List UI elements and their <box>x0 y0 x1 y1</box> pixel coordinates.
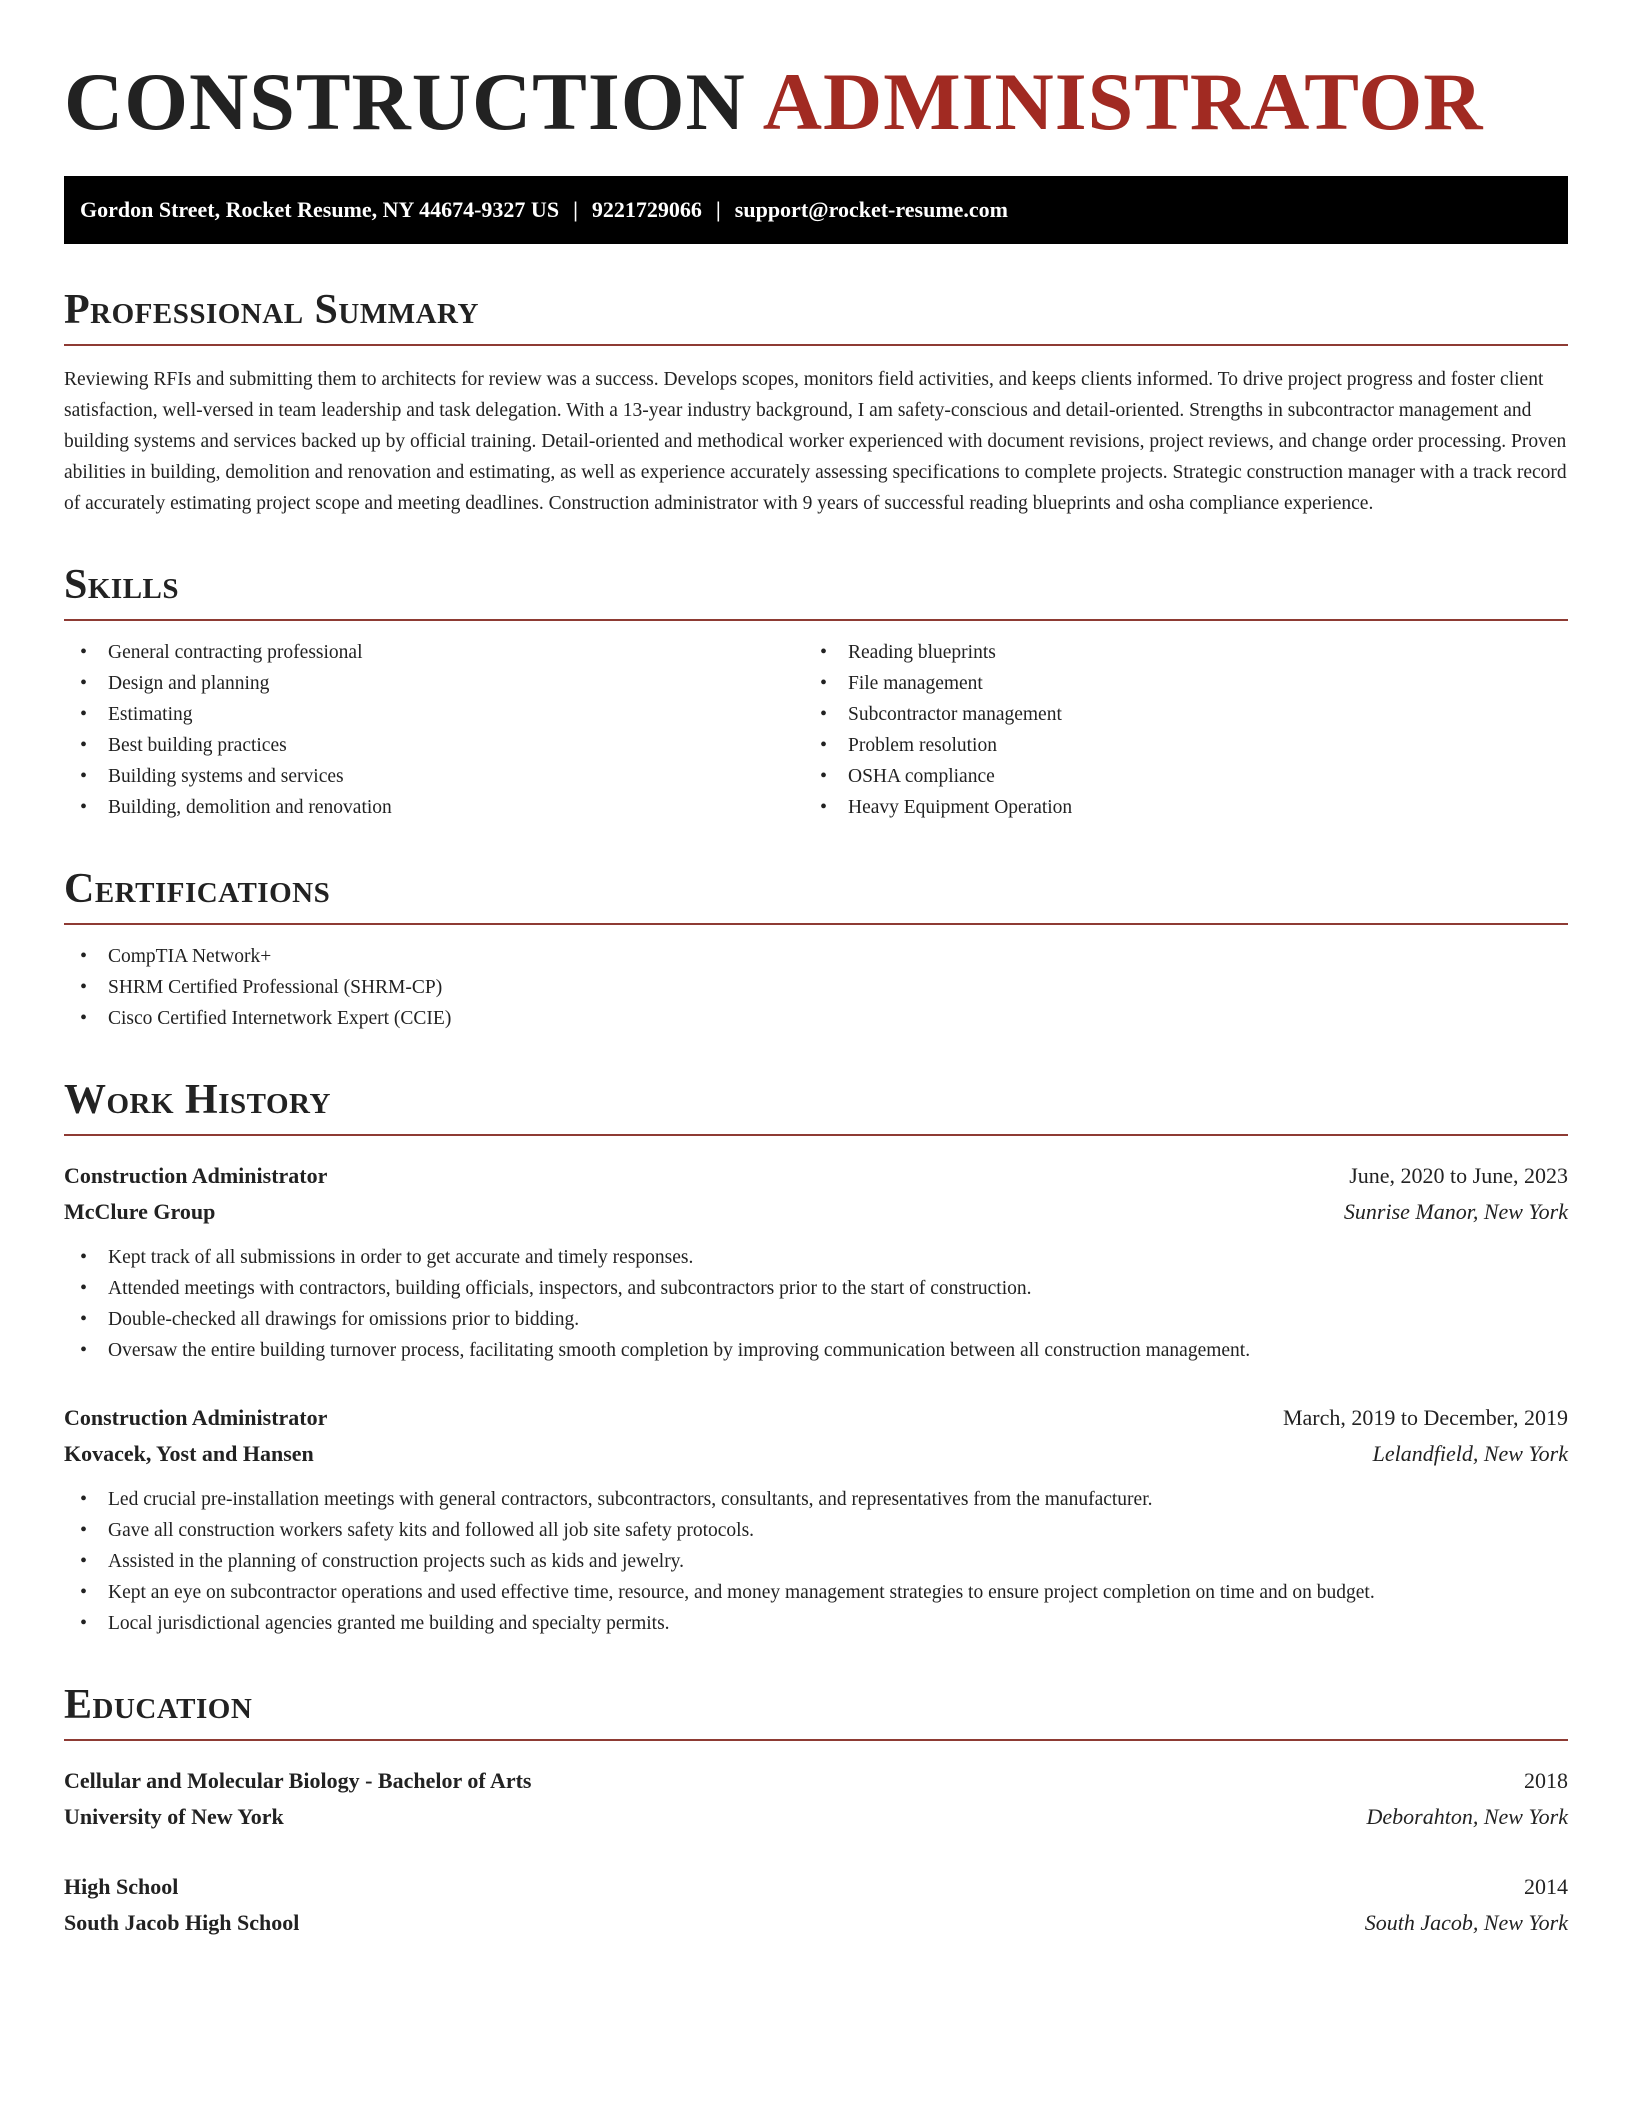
job-bullet: • Assisted in the planning of construction projects such as kids and jewelry. <box>64 1546 1568 1577</box>
contact-separator: | <box>715 197 721 222</box>
section-divider <box>64 1739 1568 1741</box>
skill-item: • Reading blueprints <box>804 637 1544 668</box>
skills-columns <box>64 637 1568 823</box>
contact-address: Gordon Street, Rocket Resume, NY 44674-9327 US <box>80 197 560 222</box>
job-bullet: • Double-checked all drawings for omissions prior to bidding. <box>64 1304 1568 1335</box>
job-company: Kovacek, Yost and Hansen <box>64 1441 314 1466</box>
skills-section <box>64 563 1568 823</box>
job-dates: June, 2020 to June, 2023 <box>1349 1163 1568 1188</box>
skills-heading: Skills <box>64 562 180 608</box>
education-heading: Education <box>64 1682 253 1728</box>
education-school: University of New York <box>64 1804 284 1829</box>
education-school: South Jacob High School <box>64 1910 300 1935</box>
summary-heading: Professional Summary <box>64 287 479 333</box>
skill-item: • File management <box>804 668 1544 699</box>
certification-item: • Cisco Certified Internetwork Expert (CCIE) <box>64 1003 1568 1034</box>
section-divider <box>64 619 1568 621</box>
education-location: South Jacob, New York <box>1364 1910 1568 1935</box>
contact-phone: 9221729066 <box>591 197 702 222</box>
job-location: Sunrise Manor, New York <box>1343 1199 1568 1224</box>
skill-item: • OSHA compliance <box>804 761 1544 792</box>
resume-page <box>64 0 1568 1941</box>
job-bullet: • Kept an eye on subcontractor operations and used effective time, resource, and money management strategies to ensure project completion on time and on budget. <box>64 1577 1568 1608</box>
certifications-heading: Certifications <box>64 866 331 912</box>
education-entry <box>64 1763 1568 1835</box>
job-bullet: • Oversaw the entire building turnover process, facilitating smooth completion by improving communication between all construction management. <box>64 1335 1568 1366</box>
job-bullets <box>64 1242 1568 1366</box>
job-bullets <box>64 1484 1568 1639</box>
skill-item: • Design and planning <box>64 668 804 699</box>
skills-left-list <box>64 637 804 823</box>
certification-item: • CompTIA Network+ <box>64 941 1568 972</box>
skill-item: • Building systems and services <box>64 761 804 792</box>
work-history-heading: Work History <box>64 1077 331 1123</box>
skill-item: • Heavy Equipment Operation <box>804 792 1544 823</box>
job-dates: March, 2019 to December, 2019 <box>1282 1405 1568 1430</box>
job-bullet: • Kept track of all submissions in order to get accurate and timely responses. <box>64 1242 1568 1273</box>
education-year: 2014 <box>1524 1874 1568 1899</box>
education-section <box>64 1683 1568 1941</box>
education-year: 2018 <box>1524 1768 1568 1793</box>
job-bullet: • Gave all construction workers safety kits and followed all job site safety protocols. <box>64 1515 1568 1546</box>
skill-item: • General contracting professional <box>64 637 804 668</box>
skill-item: • Building, demolition and renovation <box>64 792 804 823</box>
certification-item: • SHRM Certified Professional (SHRM-CP) <box>64 972 1568 1003</box>
job-role: Construction Administrator <box>64 1405 328 1430</box>
section-divider <box>64 923 1568 925</box>
contact-bar <box>64 176 1568 244</box>
job-bullet: • Local jurisdictional agencies granted me building and specialty permits. <box>64 1608 1568 1639</box>
education-degree: Cellular and Molecular Biology - Bachelor of Arts <box>64 1768 532 1793</box>
skill-item: • Subcontractor management <box>804 699 1544 730</box>
section-divider <box>64 344 1568 346</box>
job-bullet: • Attended meetings with contractors, building officials, inspectors, and subcontractors prior to the start of construction. <box>64 1273 1568 1304</box>
skills-right-list <box>804 637 1544 823</box>
skill-item: • Best building practices <box>64 730 804 761</box>
summary-text: Reviewing RFIs and submitting them to architects for review was a success. Develops scopes, monitors field activities, and keeps clients informed. To drive project progress and foster client satisfaction, well-versed in team leadership and task delegation. With a 13-year industry background, I am safety-conscious and detail-oriented. Strengths in subcontractor management and building systems and services backed up by official training. Detail-oriented and methodical worker experienced with document revisions, project reviews, and change order processing. Proven abilities in building, demolition and renovation and estimating, as well as experience accurately assessing specifications to complete projects. Strategic construction manager with a track record of accurately estimating project scope and meeting deadlines. Construction administrator with 9 years of successful reading blueprints and osha compliance experience. <box>64 369 1567 514</box>
work-history-section <box>64 1078 1568 1639</box>
certifications-list <box>64 941 1568 1034</box>
job-role: Construction Administrator <box>64 1163 328 1188</box>
skill-item: • Problem resolution <box>804 730 1544 761</box>
resume-title <box>64 58 1568 146</box>
certifications-section <box>64 867 1568 1034</box>
education-entry <box>64 1869 1568 1941</box>
title-first-word: CONSTRUCTION <box>64 56 746 147</box>
section-divider <box>64 1134 1568 1136</box>
summary-section <box>64 288 1568 519</box>
job-company: McClure Group <box>64 1199 216 1224</box>
job-entry <box>64 1400 1568 1639</box>
title-second-word: ADMINISTRATOR <box>762 56 1484 147</box>
job-bullet: • Led crucial pre-installation meetings with general contractors, subcontractors, consultants, and representatives from the manufacturer. <box>64 1484 1568 1515</box>
education-degree: High School <box>64 1874 179 1899</box>
contact-email: support@rocket-resume.com <box>734 197 1008 222</box>
job-location: Lelandfield, New York <box>1372 1441 1568 1466</box>
job-entry <box>64 1158 1568 1366</box>
contact-separator: | <box>573 197 578 222</box>
education-location: Deborahton, New York <box>1366 1804 1568 1829</box>
skill-item: • Estimating <box>64 699 804 730</box>
